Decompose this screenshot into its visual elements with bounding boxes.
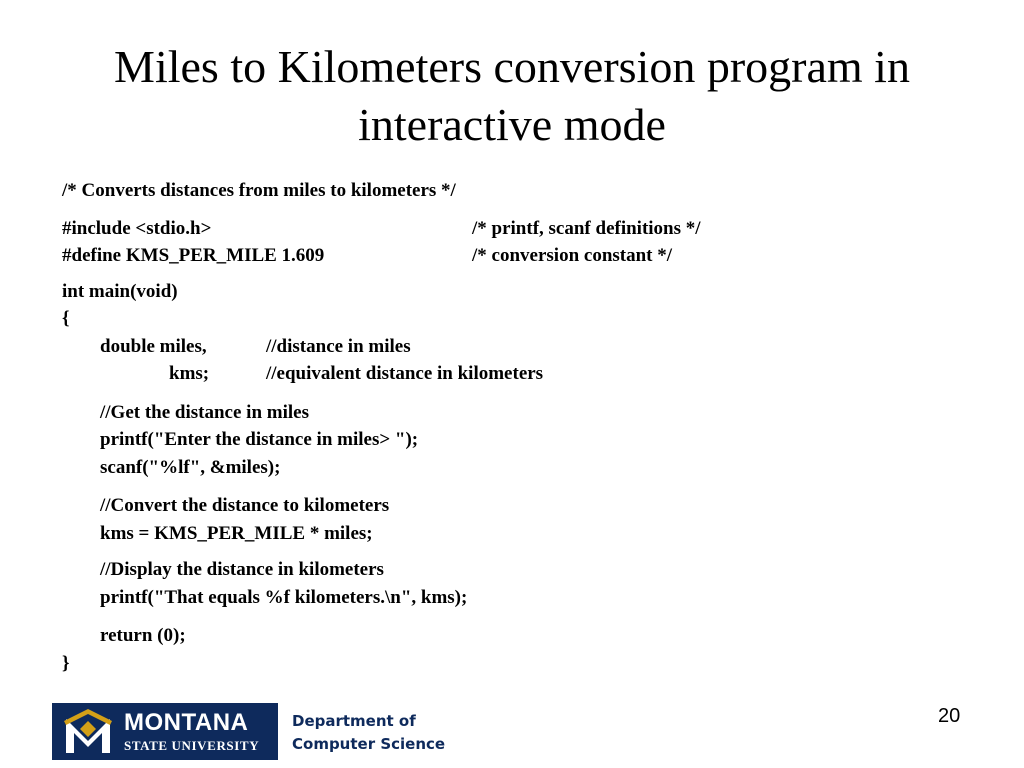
- logo-university-text: STATE UNIVERSITY: [124, 738, 260, 753]
- code-printf-result: printf("That equals %f kilometers.\n", kms);: [100, 587, 468, 608]
- code-decl-kms: kms;: [169, 363, 210, 384]
- code-comment-get: //Get the distance in miles: [100, 402, 309, 423]
- code-open-brace: {: [62, 308, 70, 329]
- title-line-2: interactive mode: [358, 99, 666, 150]
- code-printf-prompt: printf("Enter the distance in miles> ");: [100, 429, 419, 450]
- code-comment-display: //Display the distance in kilometers: [100, 559, 384, 580]
- code-assign-kms: kms = KMS_PER_MILE * miles;: [100, 523, 373, 544]
- code-close-brace: }: [62, 653, 70, 674]
- msu-mountain-m-icon: [58, 707, 118, 757]
- code-comment-convert: //Convert the distance to kilometers: [100, 495, 390, 516]
- code-return: return (0);: [100, 625, 186, 646]
- code-include: #include <stdio.h>: [62, 218, 212, 239]
- code-decl-kms-comment: //equivalent distance in kilometers: [266, 363, 544, 384]
- title-line-1: Miles to Kilometers conversion program in: [114, 41, 910, 92]
- code-include-comment: /* printf, scanf definitions */: [472, 218, 701, 239]
- code-decl-miles: double miles,: [100, 336, 207, 357]
- dept-line-1: Department of: [292, 712, 416, 730]
- slide-number: 20: [938, 705, 961, 727]
- department-name: [292, 710, 445, 756]
- code-comment-header: /* Converts distances from miles to kilometers */: [62, 180, 456, 201]
- dept-line-2: Computer Science: [292, 735, 446, 753]
- code-scanf: scanf("%lf", &miles);: [100, 457, 281, 478]
- slide-title: [0, 38, 1024, 154]
- logo-montana-text: MONTANA: [124, 709, 249, 736]
- montana-state-logo: [52, 703, 278, 760]
- code-define-comment: /* conversion constant */: [472, 245, 673, 266]
- code-define: #define KMS_PER_MILE 1.609: [62, 245, 325, 266]
- code-main-signature: int main(void): [62, 281, 178, 302]
- code-decl-miles-comment: //distance in miles: [266, 336, 411, 357]
